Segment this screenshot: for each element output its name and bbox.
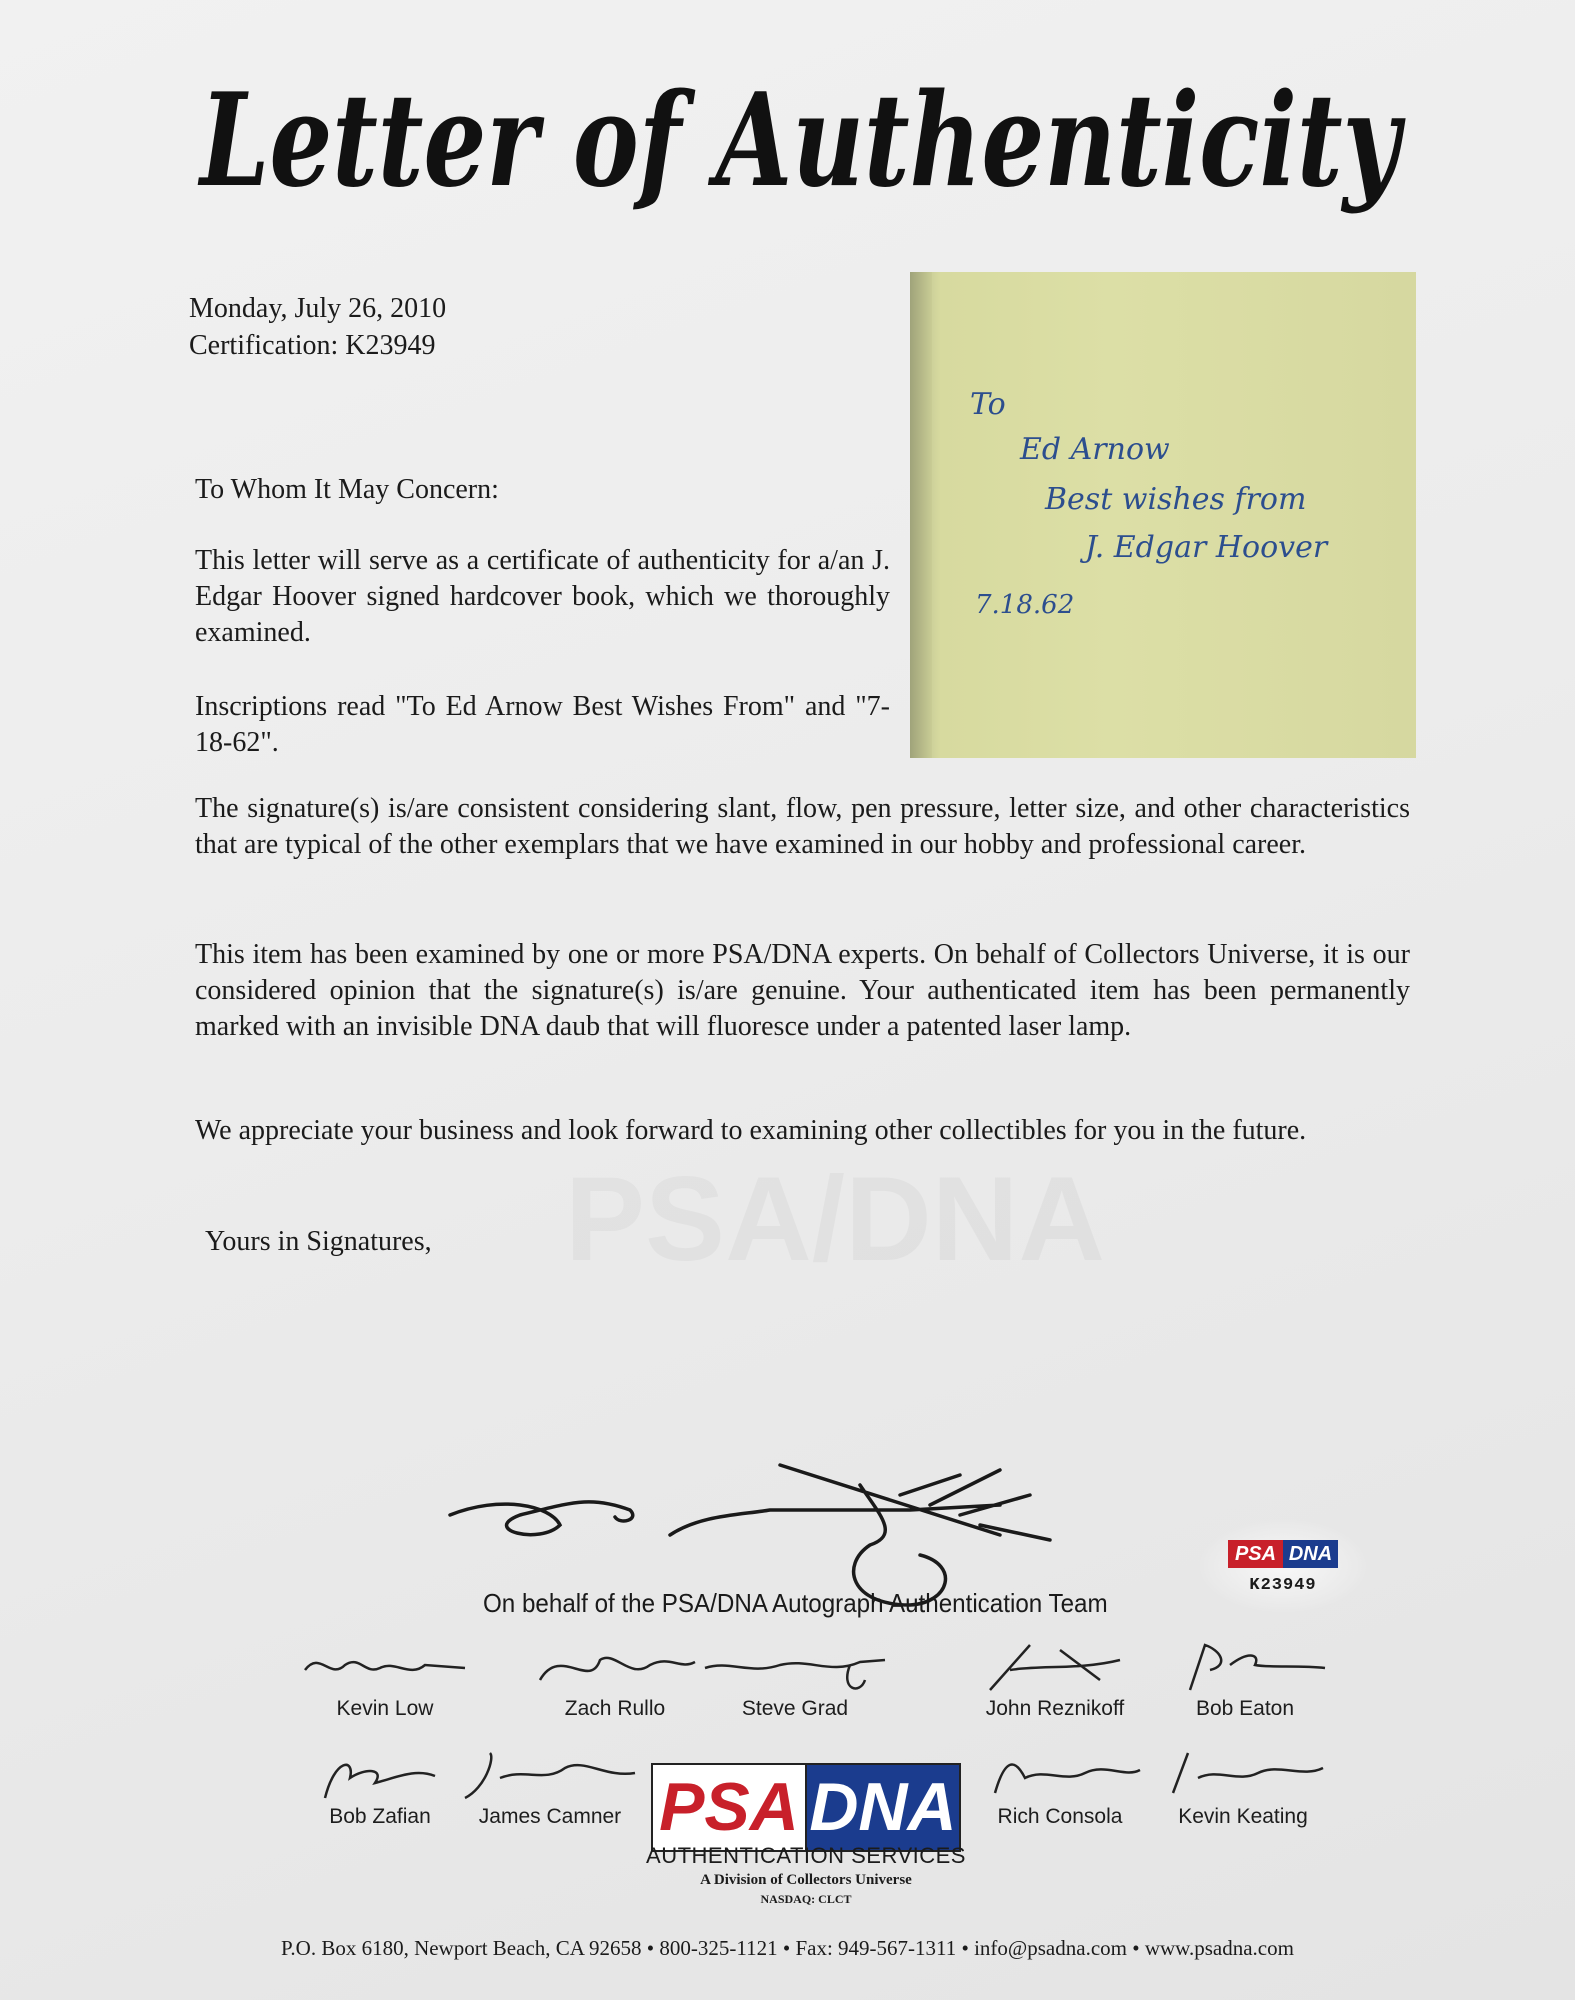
expert-name: Kevin Low [336, 1697, 434, 1720]
expert-name: James Camner [478, 1805, 622, 1828]
psa-dna-logo [651, 1763, 961, 1852]
expert-name: Rich Consola [997, 1805, 1123, 1828]
seal-psa: PSA [1228, 1540, 1283, 1568]
team-label: On behalf of the PSA/DNA Autograph Authentication Team [483, 1588, 1108, 1618]
letter-meta [189, 290, 446, 364]
svg-text:Letter of Authenticity: Letter of Authenticity [197, 66, 1406, 216]
inscription-line: J. Edgar Hoover [1085, 530, 1328, 565]
letter-title [180, 40, 1420, 250]
seal-logo [1228, 1540, 1338, 1568]
expert-name: Bob Zafian [329, 1805, 431, 1828]
authentication-services: AUTHENTICATION SERVICES [646, 1843, 966, 1868]
inscription-line: To [970, 387, 1006, 422]
closing: Yours in Signatures, [205, 1226, 432, 1257]
paragraph-appreciation: We appreciate your business and look forward to examining other collectibles for you in the future. [195, 1115, 1307, 1146]
expert-signature [700, 1640, 890, 1721]
paragraph-intro: This letter will serve as a certificate of authenticity for a/an J. Edgar Hoover signed hardcover book, which we thoroughly examined. [195, 545, 890, 648]
expert-signature [1150, 1640, 1340, 1721]
watermark-logo [565, 1150, 1105, 1288]
expert-signature [285, 1748, 475, 1829]
expert-signature [520, 1640, 710, 1721]
paragraph-inscriptions: Inscriptions read "To Ed Arnow Best Wishes From" and "7-18-62". [195, 691, 890, 758]
expert-signature [455, 1748, 645, 1829]
inscription-line: Best wishes from [1045, 482, 1307, 517]
expert-name: Bob Eaton [1195, 1697, 1295, 1720]
inscription-date: 7.18.62 [975, 590, 1075, 620]
expert-name: Zach Rullo [564, 1697, 666, 1720]
letter-date: Monday, July 26, 2010 [189, 293, 447, 324]
inscription-photo [910, 272, 1416, 758]
expert-name: Steve Grad [741, 1697, 849, 1720]
logo-dna: DNA [807, 1765, 959, 1850]
inscription-line: Ed Arnow [1020, 432, 1170, 467]
seal-dna: DNA [1283, 1540, 1338, 1568]
expert-name: Kevin Keating [1178, 1805, 1308, 1828]
footer-contact: P.O. Box 6180, Newport Beach, CA 92658 • 800-325-1121 • Fax: 949-567-1311 • info@psadna.com • www.psadna.com [281, 1936, 1294, 1960]
psa-dna-hologram-seal [1200, 1520, 1366, 1612]
expert-signature [965, 1748, 1155, 1829]
expert-name: John Reznikoff [985, 1697, 1125, 1720]
expert-signature [960, 1640, 1150, 1721]
book-edge [910, 272, 932, 758]
logo-psa: PSA [653, 1765, 807, 1850]
expert-signature [290, 1640, 480, 1721]
salutation: To Whom It May Concern: [195, 474, 499, 505]
paragraph-consistency: The signature(s) is/are consistent considering slant, flow, pen pressure, letter size, and other characteristics that are typical of the other exemplars that we have examined in our hobby and professional career. [195, 793, 1410, 860]
paragraph-examination: This item has been examined by one or more PSA/DNA experts. On behalf of Collectors Universe, it is our considered opinion that the signature(s) is/are genuine. Your authenticated item has been permanently marked with an invisible DNA daub that will fluoresce under a patented laser lamp. [195, 939, 1410, 1042]
nasdaq-line: NASDAQ: CLCT [760, 1892, 852, 1906]
certification-number: Certification: K23949 [189, 330, 436, 361]
seal-cert-number: K23949 [1249, 1576, 1317, 1595]
expert-signature [1148, 1748, 1338, 1829]
division-line: A Division of Collectors Universe [700, 1872, 912, 1888]
